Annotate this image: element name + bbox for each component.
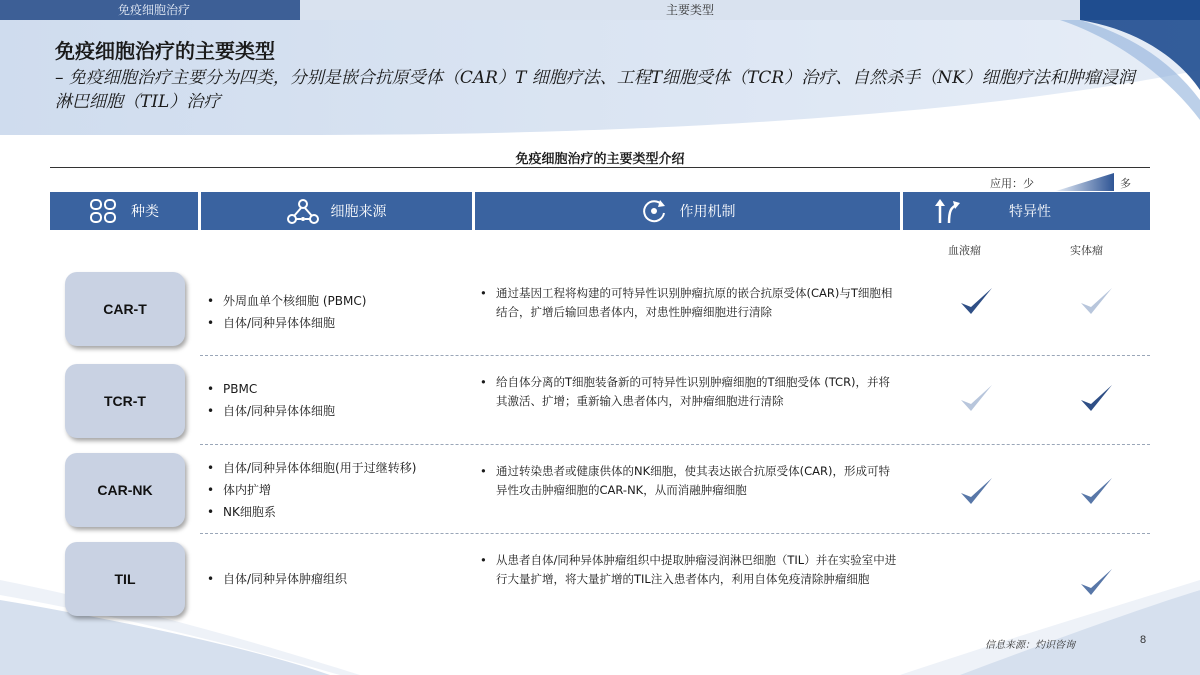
subheader-blood: 血液瘤	[948, 244, 981, 257]
check-icon	[1078, 285, 1114, 319]
source-list-til	[205, 568, 470, 590]
source-list-tcr-t	[205, 378, 470, 422]
source-list-car-nk	[205, 457, 470, 523]
subheader-solid: 实体瘤	[1070, 244, 1103, 257]
mechanism-til: • 从患者自体/同种异体肿瘤组织中提取肿瘤浸润淋巴细胞（TIL）并在实验室中进行大量扩增，将大量扩增的TIL注入患者体内，利用自体免疫清除肿瘤细胞	[480, 551, 900, 589]
row-divider	[200, 444, 1150, 445]
type-box-til: TIL	[65, 542, 185, 616]
list-item: • 自体/同种异体肿瘤组织	[205, 568, 470, 590]
source-note: 信息来源：灼识咨询	[985, 640, 1075, 651]
row-divider	[200, 355, 1150, 356]
column-header-source-label: 细胞来源	[330, 204, 387, 220]
mechanism-car-t: • 通过基因工程将构建的可特异性识别肿瘤抗原的嵌合抗原受体(CAR)与T细胞相结合，扩增后输回患者体内，对患性肿瘤细胞进行清除	[480, 284, 900, 322]
page-subtitle: – 免疫细胞治疗主要分为四类，分别是嵌合抗原受体（CAR）T 细胞疗法、工程T细胞受体（TCR）治疗、自然杀手（NK）细胞疗法和肿瘤浸润淋巴细胞（TIL）治疗	[55, 68, 1135, 112]
check-icon	[1078, 475, 1114, 509]
mechanism-car-nk: • 通过转染患者或健康供体的NK细胞，使其表达嵌合抗原受体(CAR)，形成可特异性攻击肿瘤细胞的CAR-NK，从而消融肿瘤细胞	[480, 462, 900, 500]
type-box-car-nk: CAR-NK	[65, 453, 185, 527]
column-header-mechanism-label: 作用机制	[679, 204, 736, 220]
check-icon	[958, 285, 994, 319]
column-header-source	[201, 192, 472, 230]
mechanism-tcr-t: • 给自体分离的T细胞装备新的可特异性识别肿瘤细胞的T细胞受体 (TCR)，并将其激活、扩增；重新输入患者体内，对肿瘤细胞进行清除	[480, 373, 900, 411]
list-item: • 自体/同种异体体细胞(用于过继转移)	[205, 457, 470, 479]
list-item: • 自体/同种异体体细胞	[205, 400, 470, 422]
legend-less-label: 应用：少	[990, 177, 1034, 190]
page-title: 免疫细胞治疗的主要类型	[55, 39, 275, 63]
table-title: 免疫细胞治疗的主要类型介绍	[515, 152, 685, 167]
list-item: • NK细胞系	[205, 501, 470, 523]
list-item: • PBMC	[205, 378, 470, 400]
cycle-icon	[640, 197, 668, 225]
title-divider	[50, 167, 1150, 168]
network-icon	[287, 198, 319, 224]
column-header-mechanism	[475, 192, 900, 230]
column-header-type	[50, 192, 198, 230]
list-item: • 体内扩增	[205, 479, 470, 501]
legend-more-label: 多	[1120, 177, 1131, 190]
column-header-specificity	[903, 192, 1150, 230]
list-item: • 外周血单个核细胞 (PBMC)	[205, 290, 470, 312]
tab-section[interactable]: 免疫细胞治疗	[0, 0, 300, 20]
row-divider	[200, 533, 1150, 534]
gradient-triangle-icon	[1056, 173, 1114, 191]
type-box-car-t: CAR-T	[65, 272, 185, 346]
tab-accent	[1080, 0, 1200, 20]
column-header-specificity-label: 特异性	[1009, 204, 1051, 220]
check-icon	[1078, 382, 1114, 416]
arrows-icon	[933, 197, 961, 225]
source-list-car-t	[205, 290, 470, 334]
check-icon	[958, 475, 994, 509]
check-icon	[1078, 566, 1114, 600]
list-item: • 自体/同种异体体细胞	[205, 312, 470, 334]
column-header-type-label: 种类	[131, 204, 159, 220]
page-number: 8	[1140, 634, 1147, 646]
type-box-tcr-t: TCR-T	[65, 364, 185, 438]
grid-icon	[89, 198, 119, 224]
slide-header	[55, 38, 1155, 114]
check-icon	[958, 382, 994, 416]
top-tab-bar	[0, 0, 1200, 24]
tab-current[interactable]: 主要类型	[300, 0, 1080, 20]
